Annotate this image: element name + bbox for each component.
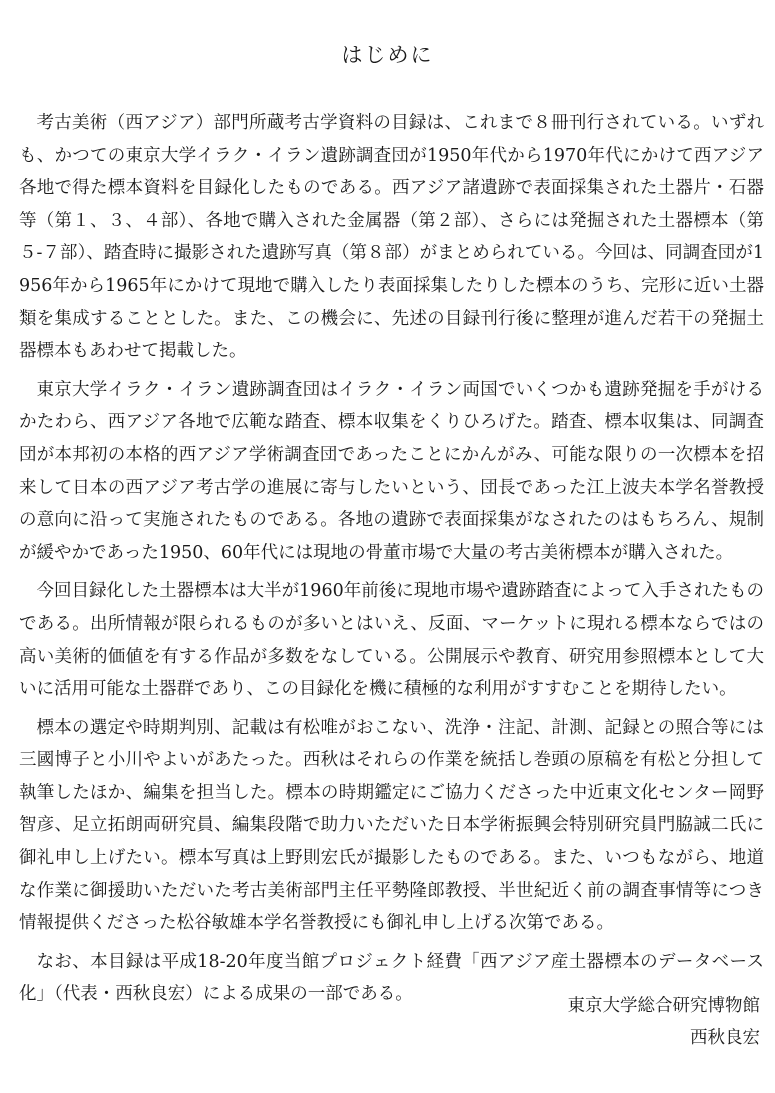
paragraph-5: なお、本目録は平成18-20年度当館プロジェクト経費「西アジア産土器標本のデータベース化」（代表・西秋良宏）による成果の一部である。 [19, 951, 764, 1005]
paragraph-1: 考古美術（西アジア）部門所蔵考古学資料の目録は、これまで８冊刊行されている。いずれも、かつての東京大学イラク・イラン遺跡調査団が1950年代から1970年代にかけて西アジア各地で得た標本資料を目録化したものである。西アジア諸遺跡で表面採集された土器片・石器等（第１、３、４部）、各地で購入された金属器（第２部）、さらには発掘された土器標本（第５-７部）、踏査時に撮影された遺跡写真（第８部）がまとめられている。今回は、同調査団が1956年から1965年にかけて現地で購入したり表面採集したりした標本のうち、完形に近い土器類を集成することとした。また、この機会に、先述の目録刊行後に整理が進んだ若干の発掘土器標本もあわせて掲載した。 [19, 113, 764, 362]
body-text [19, 107, 764, 1017]
signature-block [568, 990, 761, 1054]
page-title: はじめに [341, 43, 434, 67]
signature-author: 西秋良宏 [690, 1028, 760, 1048]
signature-institution: 東京大学総合研究博物館 [567, 996, 760, 1016]
paragraph-2: 東京大学イラク・イラン遺跡調査団はイラク・イラン両国でいくつかも遺跡発掘を手がけるかたわら、西アジア各地で広範な踏査、標本収集をくりひろげた。踏査、標本収集は、同調査団が本邦初の本格的西アジア学術調査団であったことにかんがみ、可能な限りの一次標本を招来して日本の西アジア考古学の進展に寄与したいという、団長であった江上波夫本学名誉教授の意向に沿って実施されたものである。各地の遺跡で表面採集がなされたのはもちろん、規制が緩やかであった1950、60年代には現地の骨董市場で大量の考古美術標本が購入された。 [19, 379, 764, 563]
paragraph-3: 今回目録化した土器標本は大半が1960年前後に現地市場や遺跡踏査によって入手されたものである。出所情報が限られるものが多いとはいえ、反面、マーケットに現れる標本ならではの高い美術的価値を有する作品が多数をなしている。公開展示や教育、研究用参照標本として大いに活用可能な土器群であり、この目録化を機に積極的な利用がすすむことを期待したい。 [19, 581, 764, 700]
paragraph-4: 標本の選定や時期判別、記載は有松唯がおこない、洗浄・注記、計測、記録との照合等には三國博子と小川やよいがあたった。西秋はそれらの作業を統括し巻頭の原稿を有松と分担して執筆したほか、編集を担当した。標本の時期鑑定にご協力くださった中近東文化センター岡野智彦、足立拓朗両研究員、編集段階で助力いただいた日本学術振興会特別研究員門脇誠二氏に御礼申し上げたい。標本写真は上野則宏氏が撮影したものである。また、いつもながら、地道な作業に御援助いただいた考古美術部門主任平勢隆郎教授、半世紀近く前の調査事情等につき情報提供くださった松谷敏雄本学名誉教授にも御礼申し上げる次第である。 [19, 717, 764, 934]
